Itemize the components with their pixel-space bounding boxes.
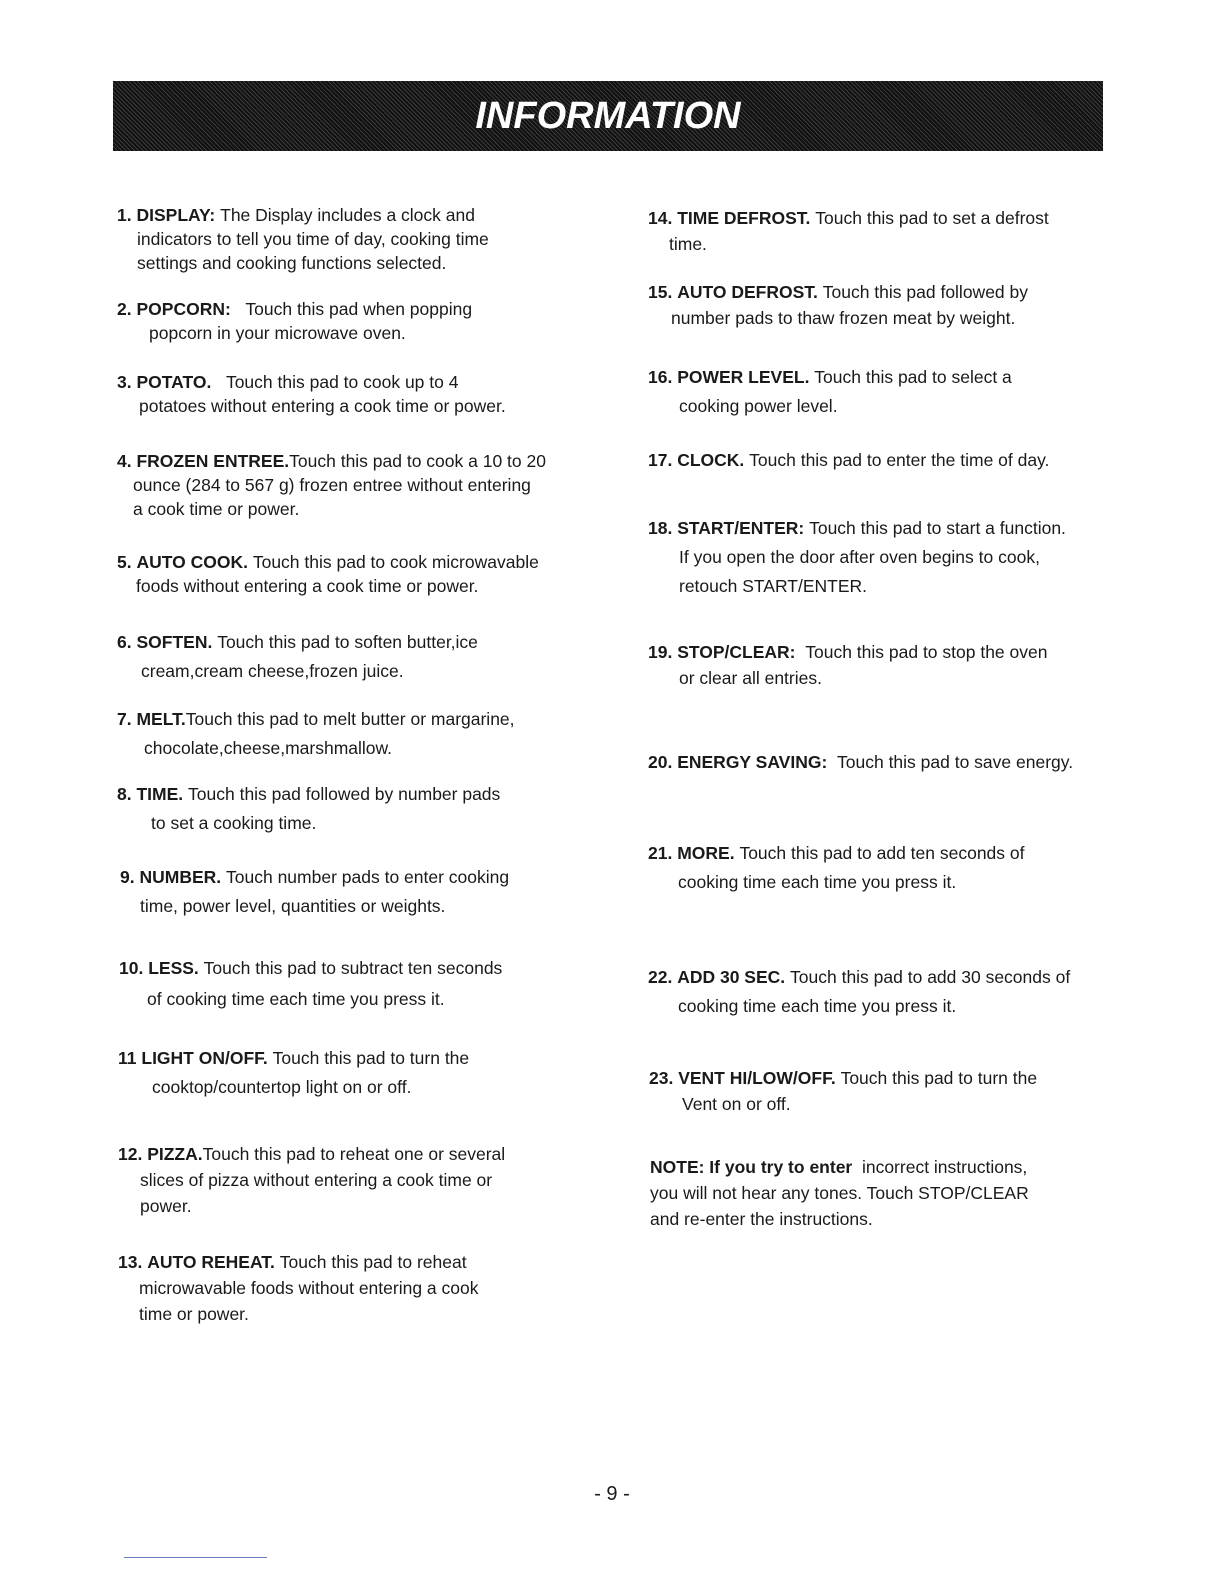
item-text: If you open the door after oven begins to cook,	[679, 547, 1040, 567]
item-number: 13.	[118, 1252, 143, 1272]
item-text: Touch this pad to melt butter or margarine,	[185, 709, 515, 729]
item-text: time or power.	[139, 1304, 249, 1324]
info-item	[117, 550, 539, 598]
info-item	[648, 279, 1028, 331]
item-text: Touch this pad to reheat one or several	[202, 1144, 506, 1164]
page-number: - 9 -	[594, 1483, 630, 1505]
item-text: settings and cooking functions selected.	[137, 253, 447, 273]
item-number: 9.	[120, 867, 135, 887]
info-item	[117, 705, 515, 763]
item-key: STOP/CLEAR:	[677, 642, 796, 662]
info-item	[649, 1065, 1037, 1117]
info-item	[117, 203, 489, 275]
item-number: 23.	[649, 1068, 674, 1088]
info-item	[118, 1141, 505, 1219]
info-item	[117, 449, 546, 521]
item-key: START/ENTER:	[677, 518, 805, 538]
item-text: Touch this pad to cook microwavable	[247, 552, 539, 572]
item-text: Touch this pad to enter the time of day.	[744, 450, 1050, 470]
info-item	[120, 863, 509, 921]
item-key: TIME.	[136, 784, 184, 804]
item-text: number pads to thaw frozen meat by weight.	[671, 308, 1016, 328]
item-key: SOFTEN.	[136, 632, 213, 652]
item-key: CLOCK.	[677, 450, 745, 470]
item-key: LESS.	[148, 958, 199, 978]
item-number: 8.	[117, 784, 132, 804]
item-number: 22.	[648, 967, 673, 987]
info-item	[648, 839, 1025, 897]
item-text: Touch this pad to turn the	[835, 1068, 1038, 1088]
item-key: TIME DEFROST.	[677, 208, 811, 228]
item-text: Touch this pad to turn the	[267, 1048, 470, 1068]
item-text: Touch this pad to soften butter,ice	[212, 632, 478, 652]
item-text: retouch START/ENTER.	[679, 576, 868, 596]
item-text: Touch number pads to enter cooking	[221, 867, 510, 887]
item-text: time, power level, quantities or weights.	[140, 896, 446, 916]
item-key: FROZEN ENTREE.	[136, 451, 290, 471]
item-key: POTATO.	[136, 372, 212, 392]
item-key: MORE.	[677, 843, 735, 863]
item-text: Touch this pad to start a function.	[804, 518, 1066, 538]
item-text: cooktop/countertop light on or off.	[152, 1077, 412, 1097]
item-text: microwavable foods without entering a cook	[139, 1278, 479, 1298]
info-item	[118, 1044, 469, 1102]
item-text: indicators to tell you time of day, cooking time	[137, 229, 489, 249]
item-key: VENT HI/LOW/OFF.	[678, 1068, 836, 1088]
item-number: 10.	[119, 958, 144, 978]
item-text: Touch this pad to set a defrost	[810, 208, 1049, 228]
note-text: you will not hear any tones. Touch STOP/CLEAR	[650, 1183, 1029, 1203]
item-number: 6.	[117, 632, 132, 652]
item-key: AUTO COOK.	[136, 552, 248, 572]
item-number: 3.	[117, 372, 132, 392]
item-text: foods without entering a cook time or power.	[136, 576, 479, 596]
info-item	[118, 1249, 479, 1327]
info-item	[648, 750, 1073, 774]
item-number: 20.	[648, 752, 673, 772]
info-item	[648, 639, 1047, 691]
info-item	[117, 628, 478, 686]
info-item	[117, 780, 500, 838]
item-number: 18.	[648, 518, 673, 538]
item-text: The Display includes a clock and	[215, 205, 475, 225]
item-text: cooking time each time you press it.	[678, 872, 957, 892]
item-text: Touch this pad followed by	[817, 282, 1029, 302]
item-number: 15.	[648, 282, 673, 302]
item-number: 16.	[648, 367, 673, 387]
footer-rule	[124, 1557, 267, 1558]
item-key: PIZZA.	[147, 1144, 203, 1164]
item-key: DISPLAY:	[136, 205, 216, 225]
item-text: popcorn in your microwave oven.	[149, 323, 406, 343]
item-number: 17.	[648, 450, 673, 470]
section-header-banner	[113, 81, 1103, 151]
note-text: and re-enter the instructions.	[650, 1209, 873, 1229]
info-item	[648, 963, 1070, 1021]
item-text: Touch this pad to subtract ten seconds	[198, 958, 503, 978]
item-number: 5.	[117, 552, 132, 572]
item-key: POPCORN:	[136, 299, 231, 319]
item-number: 11	[118, 1048, 137, 1068]
info-item	[117, 297, 472, 345]
item-text: Touch this pad to select a	[809, 367, 1012, 387]
item-key: ADD 30 SEC.	[677, 967, 786, 987]
item-key: AUTO REHEAT.	[147, 1252, 275, 1272]
item-text: time.	[669, 234, 707, 254]
item-number: 21.	[648, 843, 673, 863]
item-number: 14.	[648, 208, 673, 228]
note-block	[650, 1154, 1029, 1232]
info-item	[119, 953, 502, 1015]
item-key: ENERGY SAVING:	[677, 752, 828, 772]
item-text: Touch this pad to stop the oven	[795, 642, 1048, 662]
info-item	[117, 370, 506, 418]
item-text: or clear all entries.	[679, 668, 822, 688]
info-item	[648, 514, 1066, 601]
item-number: 19.	[648, 642, 673, 662]
item-text: cream,cream cheese,frozen juice.	[141, 661, 404, 681]
item-text: power.	[140, 1196, 192, 1216]
item-text: ounce (284 to 567 g) frozen entree without entering	[133, 475, 531, 495]
item-number: 7.	[117, 709, 132, 729]
item-number: 4.	[117, 451, 132, 471]
item-text: Touch this pad followed by number pads	[183, 784, 501, 804]
item-text: chocolate,cheese,marshmallow.	[144, 738, 393, 758]
item-text: cooking power level.	[679, 396, 838, 416]
item-number: 1.	[117, 205, 132, 225]
item-text: to set a cooking time.	[151, 813, 317, 833]
info-item	[648, 363, 1012, 421]
item-text: Touch this pad to save energy.	[827, 752, 1074, 772]
item-text: Vent on or off.	[682, 1094, 791, 1114]
note-label: NOTE: If you try to enter	[650, 1157, 853, 1177]
item-text: potatoes without entering a cook time or power.	[139, 396, 506, 416]
item-text: Touch this pad to cook a 10 to 20	[289, 451, 546, 471]
item-key: MELT.	[136, 709, 186, 729]
item-key: NUMBER.	[139, 867, 222, 887]
item-key: AUTO DEFROST.	[677, 282, 818, 302]
note-text: incorrect instructions,	[852, 1157, 1028, 1177]
item-text: cooking time each time you press it.	[678, 996, 957, 1016]
item-text: Touch this pad to cook up to 4	[211, 372, 459, 392]
item-text: slices of pizza without entering a cook time or	[140, 1170, 493, 1190]
page-title: INFORMATION	[475, 94, 741, 137]
item-number: 12.	[118, 1144, 143, 1164]
item-text: of cooking time each time you press it.	[147, 989, 445, 1009]
info-item	[648, 205, 1049, 257]
item-text: a cook time or power.	[133, 499, 300, 519]
item-key: POWER LEVEL.	[677, 367, 810, 387]
item-number: 2.	[117, 299, 132, 319]
item-text: Touch this pad to reheat	[274, 1252, 467, 1272]
item-text: Touch this pad to add 30 seconds of	[785, 967, 1071, 987]
item-text: Touch this pad when popping	[230, 299, 473, 319]
info-item	[648, 448, 1049, 472]
item-text: Touch this pad to add ten seconds of	[734, 843, 1025, 863]
item-key: LIGHT ON/OFF.	[141, 1048, 268, 1068]
